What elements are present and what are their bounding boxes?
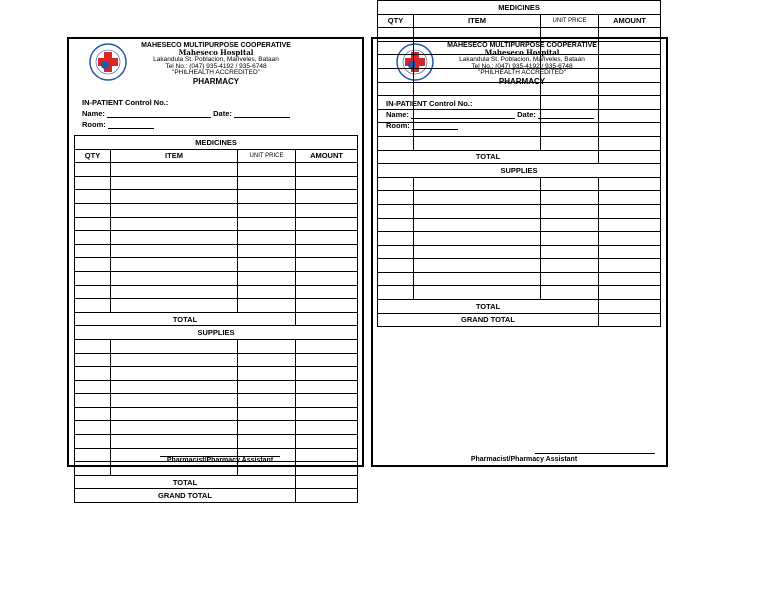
item-cell[interactable] [111,231,238,245]
grand-total-label: GRAND TOTAL [75,489,296,503]
amount-cell[interactable] [296,407,358,421]
item-cell[interactable] [414,218,541,232]
qty-cell[interactable] [75,217,111,231]
qty-cell[interactable] [378,218,414,232]
amount-cell[interactable] [296,421,358,435]
qty-cell[interactable] [75,203,111,217]
unit-price-cell[interactable] [541,68,599,82]
item-cell[interactable] [414,41,541,55]
table-row [378,191,661,205]
right-signature-label: Pharmacist/Pharmacy Assistant [470,456,578,463]
amount-cell[interactable] [599,96,661,110]
hospital-telephone: Tel No.: (047) 935-4192 / 935-6748 [165,62,267,70]
unit-price-cell[interactable] [541,232,599,246]
item-cell[interactable] [111,217,238,231]
room-label: Room: [82,120,106,129]
table-row [378,96,661,110]
amount-cell[interactable] [296,394,358,408]
qty-cell[interactable] [378,232,414,246]
qty-cell[interactable] [75,421,111,435]
table-row [75,217,358,231]
unit-price-cell[interactable] [238,244,296,258]
right-charges-table [377,0,661,327]
amount-cell[interactable] [296,231,358,245]
hospital-telephone: Tel No.: (047) 935-4192 / 935-6748 [471,62,573,70]
unit-price-cell[interactable] [238,299,296,313]
unit-price-cell[interactable] [541,55,599,69]
item-cell[interactable] [414,123,541,137]
amount-cell[interactable] [296,271,358,285]
qty-cell[interactable] [378,245,414,259]
table-row [75,380,358,394]
item-cell[interactable] [111,407,238,421]
table-row [378,259,661,273]
unit-price-cell[interactable] [238,435,296,449]
unit-price-cell[interactable] [238,176,296,190]
amount-cell[interactable] [296,380,358,394]
unit-price-cell[interactable] [541,82,599,96]
amount-cell[interactable] [296,244,358,258]
hospital-logo-left [88,42,128,82]
qty-cell[interactable] [75,435,111,449]
unit-price-cell[interactable] [238,271,296,285]
item-cell[interactable] [414,286,541,300]
cooperative-name: MAHESECO MULTIPURPOSE COOPERATIVE [447,42,597,49]
item-cell[interactable] [414,177,541,191]
unit-price-cell[interactable] [541,177,599,191]
table-row [378,272,661,286]
grand-total-cell[interactable] [296,489,358,503]
amount-cell[interactable] [296,258,358,272]
unit-price-cell[interactable] [541,96,599,110]
qty-cell[interactable] [378,123,414,137]
cooperative-name: MAHESECO MULTIPURPOSE COOPERATIVE [141,42,291,49]
date-label: Date: [213,109,232,118]
unit-price-header: UNIT PRICE [238,149,296,163]
table-row [378,218,661,232]
table-row [75,190,358,204]
item-cell[interactable] [111,271,238,285]
amount-cell[interactable] [599,123,661,137]
unit-price-cell[interactable] [541,123,599,137]
item-cell[interactable] [111,367,238,381]
left-charges-table [74,135,358,503]
table-row [378,286,661,300]
name-line [107,110,211,118]
table-row [378,68,661,82]
unit-price-cell[interactable] [238,203,296,217]
amount-cell[interactable] [296,163,358,177]
date-label: Date: [517,110,536,119]
unit-price-cell[interactable] [541,259,599,273]
unit-price-cell[interactable] [541,41,599,55]
amount-cell[interactable] [599,177,661,191]
item-cell[interactable] [414,232,541,246]
qty-cell[interactable] [75,448,111,462]
item-cell[interactable] [111,190,238,204]
item-cell[interactable] [111,299,238,313]
left-supply-rows [75,339,358,475]
amount-cell[interactable] [599,245,661,259]
item-cell[interactable] [414,55,541,69]
table-row [75,203,358,217]
item-cell[interactable] [111,339,238,353]
unit-price-cell[interactable] [238,163,296,177]
table-row [75,407,358,421]
qty-cell[interactable] [378,28,414,42]
name-label: Name: [82,109,105,118]
qty-cell[interactable] [378,55,414,69]
total-cell[interactable] [296,312,358,326]
item-cell[interactable] [111,353,238,367]
right-supply-rows [378,177,661,299]
qty-cell[interactable] [75,380,111,394]
unit-price-cell[interactable] [238,394,296,408]
qty-cell[interactable] [75,231,111,245]
amount-cell[interactable] [296,435,358,449]
unit-price-cell[interactable] [541,204,599,218]
amount-cell[interactable] [599,109,661,123]
table-row [75,231,358,245]
right-signature-line [535,453,655,454]
item-cell[interactable] [414,109,541,123]
unit-price-header: UNIT PRICE [541,14,599,28]
grand-total-label: GRAND TOTAL [378,313,599,327]
qty-cell[interactable] [378,109,414,123]
item-header: ITEM [414,14,541,28]
qty-cell[interactable] [378,286,414,300]
amount-cell[interactable] [599,218,661,232]
unit-price-cell[interactable] [238,217,296,231]
accreditation: "PHILHEALTH ACCREDITED" [172,69,260,77]
amount-header: AMOUNT [296,149,358,163]
amount-cell[interactable] [599,82,661,96]
qty-cell[interactable] [75,299,111,313]
supplies-total-label: TOTAL [378,300,599,314]
amount-cell[interactable] [599,41,661,55]
unit-price-cell[interactable] [238,339,296,353]
table-row [75,421,358,435]
table-row [378,28,661,42]
table-row [378,55,661,69]
unit-price-cell[interactable] [541,286,599,300]
item-cell[interactable] [414,272,541,286]
item-cell[interactable] [111,394,238,408]
hospital-name: Maheseco Hospital [178,48,254,58]
table-row [75,285,358,299]
table-row [378,82,661,96]
qty-header: QTY [378,14,414,28]
supplies-title: SUPPLIES [75,326,358,340]
qty-cell[interactable] [75,394,111,408]
left-header [130,42,302,87]
item-cell[interactable] [111,421,238,435]
amount-header: AMOUNT [599,14,661,28]
supplies-total-label: TOTAL [75,475,296,489]
item-cell[interactable] [111,244,238,258]
qty-cell[interactable] [378,96,414,110]
supplies-total-cell[interactable] [599,300,661,314]
item-cell[interactable] [111,258,238,272]
name-label: Name: [386,110,409,119]
table-row [75,176,358,190]
table-row [378,232,661,246]
qty-cell[interactable] [378,136,414,150]
table-row [378,204,661,218]
amount-cell[interactable] [599,191,661,205]
unit-price-cell[interactable] [541,218,599,232]
item-cell[interactable] [111,176,238,190]
qty-cell[interactable] [378,82,414,96]
hospital-name: Maheseco Hospital [484,48,560,58]
table-row [75,163,358,177]
amount-cell[interactable] [296,299,358,313]
inpatient-control-label: IN-PATIENT Control No.: [82,98,169,107]
table-row [75,299,358,313]
left-signature-label: Pharmacist/Pharmacy Assistant [166,457,274,464]
qty-cell[interactable] [75,407,111,421]
qty-cell[interactable] [75,367,111,381]
table-row [75,271,358,285]
item-cell[interactable] [414,68,541,82]
qty-cell[interactable] [75,163,111,177]
unit-price-cell[interactable] [541,245,599,259]
unit-price-cell[interactable] [541,28,599,42]
qty-cell[interactable] [378,259,414,273]
hospital-address: Lakandula St. Poblacion, Mariveles, Bataan [153,55,279,63]
item-cell[interactable] [111,435,238,449]
amount-cell[interactable] [296,190,358,204]
medicines-title: MEDICINES [378,1,661,15]
room-line [108,121,154,129]
qty-cell[interactable] [75,285,111,299]
unit-price-cell[interactable] [541,109,599,123]
unit-price-cell[interactable] [238,285,296,299]
amount-cell[interactable] [296,203,358,217]
item-header: ITEM [111,149,238,163]
amount-cell[interactable] [296,339,358,353]
unit-price-cell[interactable] [238,231,296,245]
qty-cell[interactable] [75,244,111,258]
unit-price-cell[interactable] [238,258,296,272]
supplies-total-cell[interactable] [296,475,358,489]
table-row [378,109,661,123]
qty-cell[interactable] [75,353,111,367]
table-row [75,394,358,408]
table-row [378,136,661,150]
supplies-title: SUPPLIES [378,164,661,178]
item-cell[interactable] [111,380,238,394]
department-title: PHARMACY [192,77,240,87]
qty-cell[interactable] [75,190,111,204]
name-field[interactable] [82,109,290,118]
qty-cell[interactable] [378,41,414,55]
table-row [378,41,661,55]
table-row [75,244,358,258]
amount-cell[interactable] [599,204,661,218]
hospital-address: Lakandula St. Poblacion, Mariveles, Bataan [459,55,585,63]
amount-cell[interactable] [296,285,358,299]
item-cell[interactable] [414,136,541,150]
amount-cell[interactable] [296,367,358,381]
unit-price-cell[interactable] [541,272,599,286]
qty-cell[interactable] [75,462,111,476]
qty-cell[interactable] [378,177,414,191]
amount-cell[interactable] [599,286,661,300]
amount-cell[interactable] [599,232,661,246]
table-row [75,353,358,367]
table-row [75,367,358,381]
qty-cell[interactable] [378,272,414,286]
item-cell[interactable] [414,204,541,218]
item-cell[interactable] [111,203,238,217]
table-row [378,177,661,191]
item-cell[interactable] [111,285,238,299]
amount-cell[interactable] [296,217,358,231]
unit-price-cell[interactable] [238,380,296,394]
qty-cell[interactable] [378,68,414,82]
date-line [234,110,290,118]
qty-cell[interactable] [75,258,111,272]
department-title: PHARMACY [498,77,546,87]
total-cell[interactable] [599,150,661,164]
table-row [378,245,661,259]
unit-price-cell[interactable] [541,191,599,205]
amount-cell[interactable] [599,68,661,82]
amount-cell[interactable] [296,353,358,367]
qty-header: QTY [75,149,111,163]
item-cell[interactable] [111,163,238,177]
total-label: TOTAL [75,312,296,326]
inpatient-control-label: IN-PATIENT Control No.: [386,99,473,108]
table-row [75,258,358,272]
item-cell[interactable] [414,245,541,259]
room-label: Room: [386,121,410,130]
item-cell[interactable] [414,191,541,205]
accreditation: "PHILHEALTH ACCREDITED" [478,69,566,77]
amount-cell[interactable] [599,136,661,150]
unit-price-cell[interactable] [238,421,296,435]
qty-cell[interactable] [378,204,414,218]
amount-cell[interactable] [296,176,358,190]
qty-cell[interactable] [378,191,414,205]
amount-cell[interactable] [296,462,358,476]
medicines-title: MEDICINES [75,136,358,150]
right-medicine-rows [378,28,661,150]
item-cell[interactable] [414,28,541,42]
table-row [75,435,358,449]
amount-cell[interactable] [599,55,661,69]
item-cell[interactable] [414,82,541,96]
unit-price-cell[interactable] [238,367,296,381]
qty-cell[interactable] [75,339,111,353]
unit-price-cell[interactable] [238,190,296,204]
grand-total-cell[interactable] [599,313,661,327]
qty-cell[interactable] [75,176,111,190]
item-cell[interactable] [414,259,541,273]
room-field[interactable] [82,120,154,129]
amount-cell[interactable] [599,259,661,273]
total-label: TOTAL [378,150,599,164]
left-medicine-rows [75,163,358,313]
amount-cell[interactable] [296,448,358,462]
table-row [75,339,358,353]
unit-price-cell[interactable] [238,353,296,367]
qty-cell[interactable] [75,271,111,285]
amount-cell[interactable] [599,272,661,286]
amount-cell[interactable] [599,28,661,42]
unit-price-cell[interactable] [238,407,296,421]
item-cell[interactable] [414,96,541,110]
table-row [378,123,661,137]
unit-price-cell[interactable] [541,136,599,150]
